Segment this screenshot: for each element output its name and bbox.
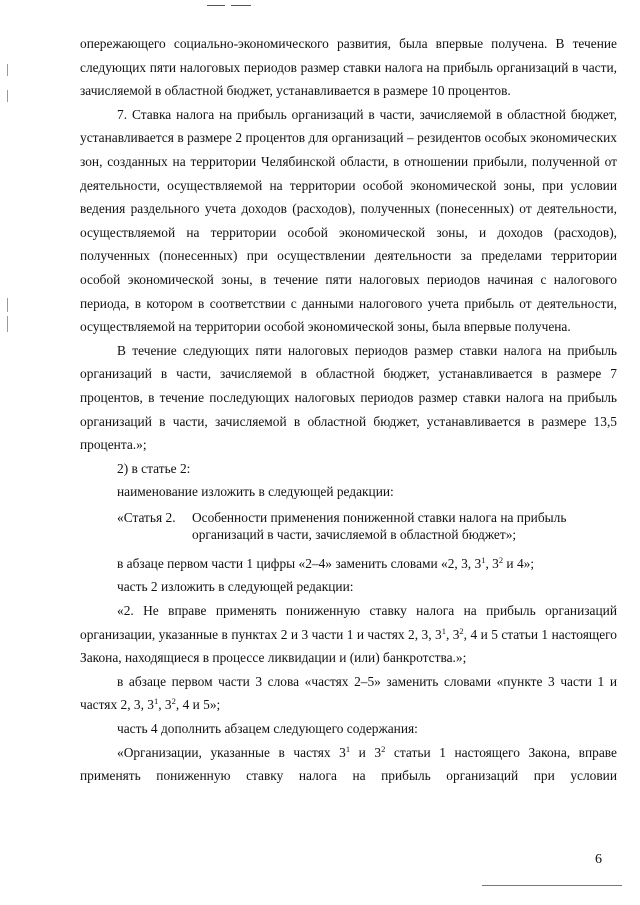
scan-mark-top-right — [231, 5, 251, 6]
title-instruction: наименование изложить в следующей редакции: — [117, 484, 394, 500]
paragraph-part1-amendment: в абзаце первом части 1 цифры «2–4» заменить словами «2, 3, $3^1$, $3^2$ и 4»; — [117, 554, 535, 571]
paragraph-7: 7. Ставка налога на прибыль организаций в части, зачисляемой в областной бюджет, устанавливается в размере 2 процентов для организаций – резидентов особых экономических зон, созданных на территории Челябинской области, в отношении прибыли, полученной от деятельности, осуществляемой на территории особой экономической зоны, при условии ведения раздельного учета доходов (расходов), полученных (понесенных) от деятельности, осуществляемой на территории особой экономической зоны, и доходов (расходов), полученных (понесенных) при осуществлении деятельности за пределами территории особой экономической зоны, в течение пяти налоговых периодов начиная с налогового периода, в котором в соответствии с данными налогового учета прибыль от деятельности, осуществляемой на территории особой экономической зоны, была впервые получена. — [80, 106, 617, 335]
part4-instruction: часть 4 дополнить абзацем следующего содержания: — [117, 721, 418, 737]
binding-mark — [7, 298, 8, 312]
article-title: Особенности применения пониженной ставки налога на прибыль организаций в части, зачисляемой в областной бюджет»; — [192, 509, 567, 542]
binding-mark — [7, 64, 8, 76]
document-body — [80, 32, 617, 788]
item-2: 2) в статье 2: — [117, 460, 191, 476]
part2-instruction: часть 2 изложить в следующей редакции: — [117, 579, 354, 595]
paragraph-final: «Организации, указанные в частях $3^1$ и $3^2$ статьи 1 настоящего Закона, вправе применять пониженную ставку налога на прибыль организаций при условии — [80, 743, 617, 784]
article-label: «Статья 2. — [117, 509, 176, 525]
paragraph-part2-text: «2. Не вправе применять пониженную ставку налога на прибыль организаций организации, указанные в пунктах 2 и 3 части 1 и частях 2, 3, $3^1$, $3^2$, 4 и 5 статьи 1 настоящего Закона, находящиеся в процессе ликвидации и (или) банкротства.»; — [80, 603, 618, 666]
paragraph-intro: опережающего социально-экономического развития, была впервые получена. В течение следующих пяти налоговых периодов размер ставки налога на прибыль организаций в части, зачисляемой в областной бюджет, устанавливается в размере 10 процентов. — [80, 36, 617, 99]
binding-mark — [7, 316, 8, 332]
paragraph-part3-amendment: в абзаце первом части 3 слова «частях 2–5» заменить словами «пункте 3 части 1 и частях 2, 3, $3^1$, $3^2$, 4 и 5»; — [80, 673, 617, 713]
article-heading — [117, 509, 617, 543]
page-number: 6 — [595, 852, 602, 867]
scan-mark-top-left — [207, 5, 225, 6]
paragraph-next-periods: В течение следующих пяти налоговых периодов размер ставки налога на прибыль организаций в части, зачисляемой в областной бюджет, устанавливается в размере 7 процентов, в течение последующих налоговых периодов размер ставки налога на прибыль организаций в части, зачисляемой в областной бюджет, устанавливается в размере 13,5 процента.»; — [80, 342, 617, 453]
footer-rule — [482, 885, 622, 886]
binding-mark — [7, 90, 8, 102]
